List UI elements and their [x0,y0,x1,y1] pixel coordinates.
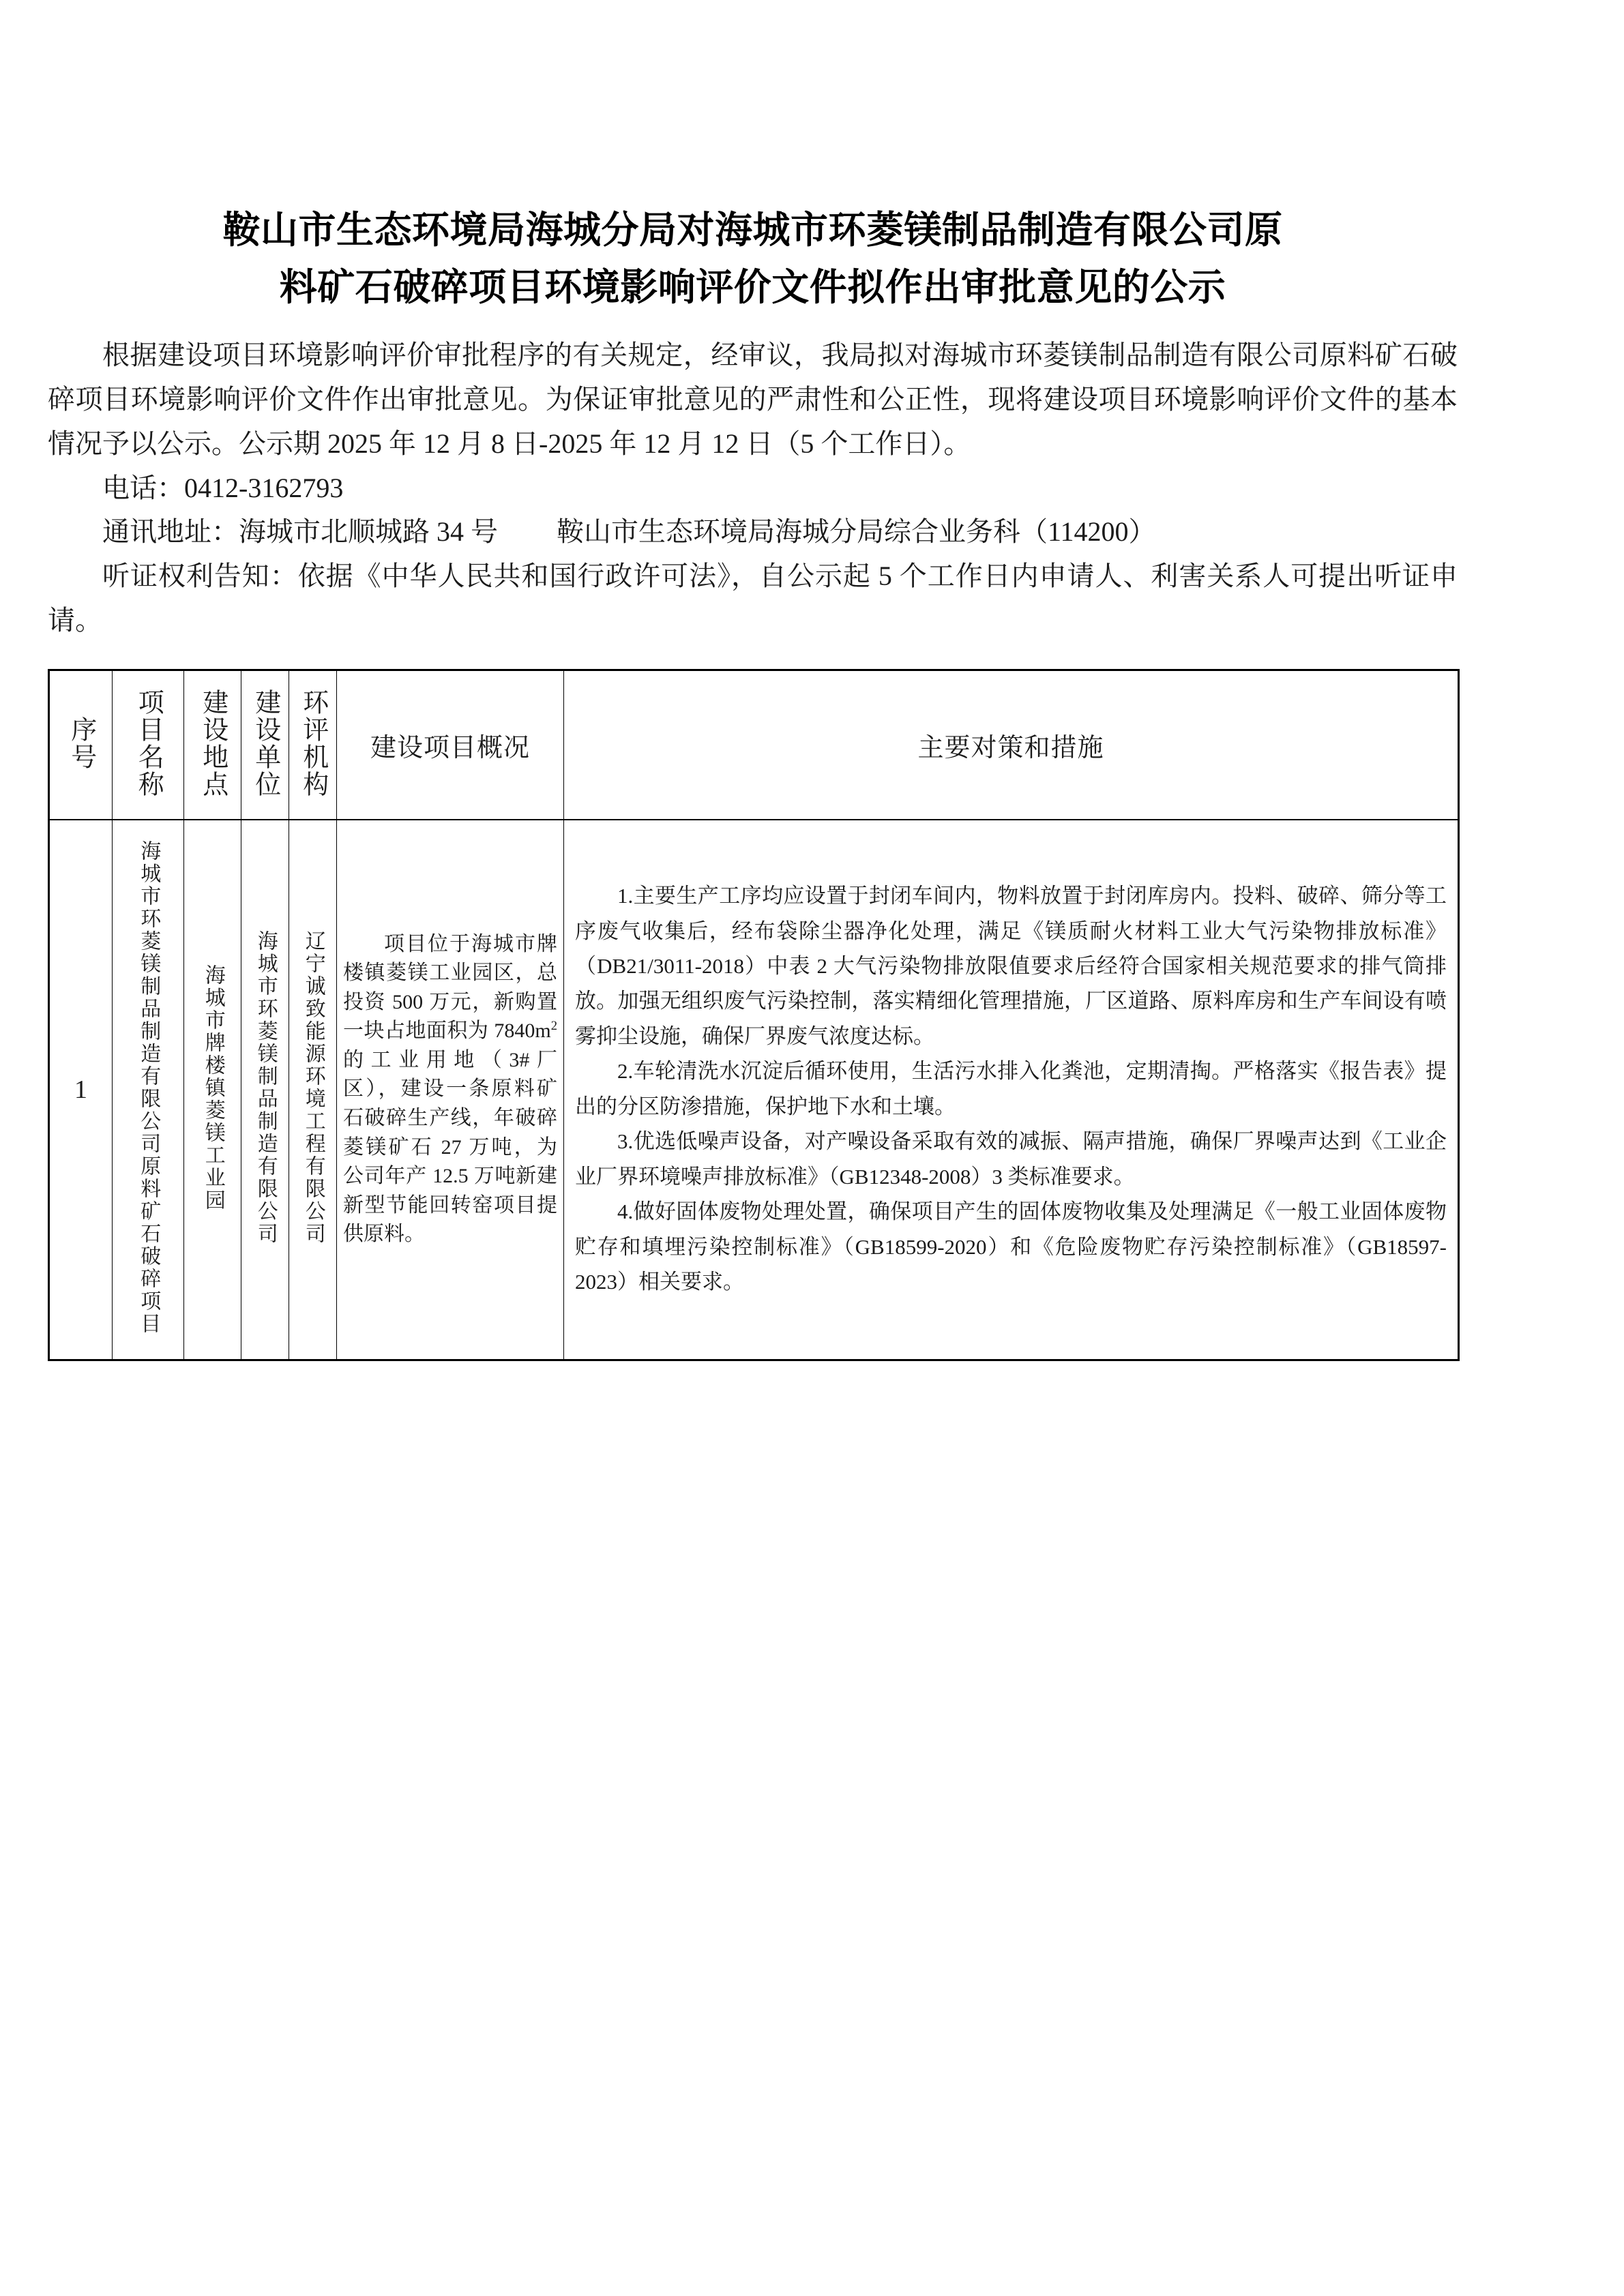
page-title-line-2: 料矿石破碎项目环境影响评价文件拟作出审批意见的公示 [279,265,1226,308]
overview-superscript: 2 [550,1019,557,1034]
cell-measures [564,820,1459,1360]
header-cell-seq [49,670,113,820]
header-cell-project-name [113,670,184,820]
header-cell-measures: 主要对策和措施 [564,670,1459,820]
page-title-line-1: 鞍山市生态环境局海城分局对海城市环菱镁制品制造有限公司原 [222,209,1283,251]
header-label-seq: 序号 [66,715,95,771]
header-cell-build-site [184,670,241,820]
contact-phone-line: 电话：0412-3162793 [102,472,344,503]
header-cell-build-unit [241,670,289,820]
cell-build-site-text: 海城市牌楼镇菱镁工业园 [201,964,224,1212]
cell-project-name [113,820,184,1360]
approval-table [48,669,1460,1361]
hearing-rights-notice: 听证权利告知：依据《中华人民共和国行政许可法》，自公示起 5 个工作日内申请人、利害关系人可提出听证申请。 [48,561,1458,636]
measure-item-3: 3.优选低噪声设备，对产噪设备采取有效的减振、隔声措施，确保厂界噪声达到《工业企业厂界环境噪声排放标准》（GB12348-2008）3 类标准要求。 [575,1129,1447,1189]
header-cell-eia-agency [289,670,337,820]
measure-item-2: 2.车轮清洗水沉淀后循环使用，生活污水排入化粪池，定期清掏。严格落实《报告表》提出的分区防渗措施，保护地下水和土壤。 [575,1059,1447,1118]
approval-table-wrapper [48,669,1458,1361]
header-label-eia-agency: 环评机构 [298,688,327,798]
cell-seq: 1 [49,820,113,1360]
cell-measures-text [564,869,1458,1310]
cell-eia-agency-text: 辽宁诚致能源环境工程有限公司 [301,930,325,1246]
table-header-row [49,670,1459,820]
cell-build-site [184,820,241,1360]
header-cell-overview: 建设项目概况 [337,670,564,820]
notice-body [48,333,1458,643]
cell-overview [337,820,564,1360]
address-office: 鞍山市生态环境局海城分局综合业务科（114200） [557,516,1156,548]
overview-part-1: 项目位于海城市牌楼镇菱镁工业园区，总投资 500 万元，新购置一块占地面积为 7840m [343,932,557,1043]
cell-project-name-text: 海城市环菱镁制品制造有限公司原料矿石破碎项目 [137,840,160,1336]
address-label: 通讯地址：海城市北顺城路 34 号 [102,516,498,548]
measure-item-1: 1.主要生产工序均应设置于封闭车间内，物料放置于封闭库房内。投料、破碎、筛分等工序废气收集后，经布袋除尘器净化处理，满足《镁质耐火材料工业大气污染物排放标准》（DB21/3011-2018）中表 2 大气污染物排放限值要求后经符合国家相关规范要求的排气筒排放。加强无组织废气污染控制，落实精细化管理措施，厂区道路、原料库房和生产车间设有喷雾抑尘设施，确保厂界废气浓度达标。 [575,884,1447,1048]
cell-overview-text [337,923,563,1257]
contact-address-line [48,510,1458,554]
header-label-build-unit: 建设单位 [250,688,280,798]
measure-item-4: 4.做好固体废物处理处置，确保项目产生的固体废物收集及处理满足《一般工业固体废物贮存和填埋污染控制标准》（GB18599-2020）和《危险废物贮存污染控制标准》（GB18597-2023）相关要求。 [575,1199,1447,1294]
header-label-project-name: 项目名称 [134,688,163,798]
header-label-build-site: 建设地点 [198,688,227,798]
page-title [48,0,1458,316]
table-row [49,820,1459,1360]
cell-build-unit-text: 海城市环菱镁制品制造有限公司 [254,930,277,1246]
notice-paragraph-main: 根据建设项目环境影响评价审批程序的有关规定，经审议，我局拟对海城市环菱镁制品制造有限公司原料矿石破碎项目环境影响评价文件作出审批意见。为保证审批意见的严肃性和公正性，现将建设项目环境影响评价文件的基本情况予以公示。公示期 2025 年 12 月 8 日-2025 年 12 月 12 日（5 个工作日）。 [48,340,1458,459]
document-content [48,0,1458,1361]
cell-build-unit [241,820,289,1360]
cell-eia-agency [289,820,337,1360]
overview-part-2: 的工业用地（3#厂区），建设一条原料矿石破碎生产线，年破碎菱镁矿石 27 万吨，为公司年产 12.5 万吨新建新型节能回转窑项目提供原料。 [343,1048,557,1246]
